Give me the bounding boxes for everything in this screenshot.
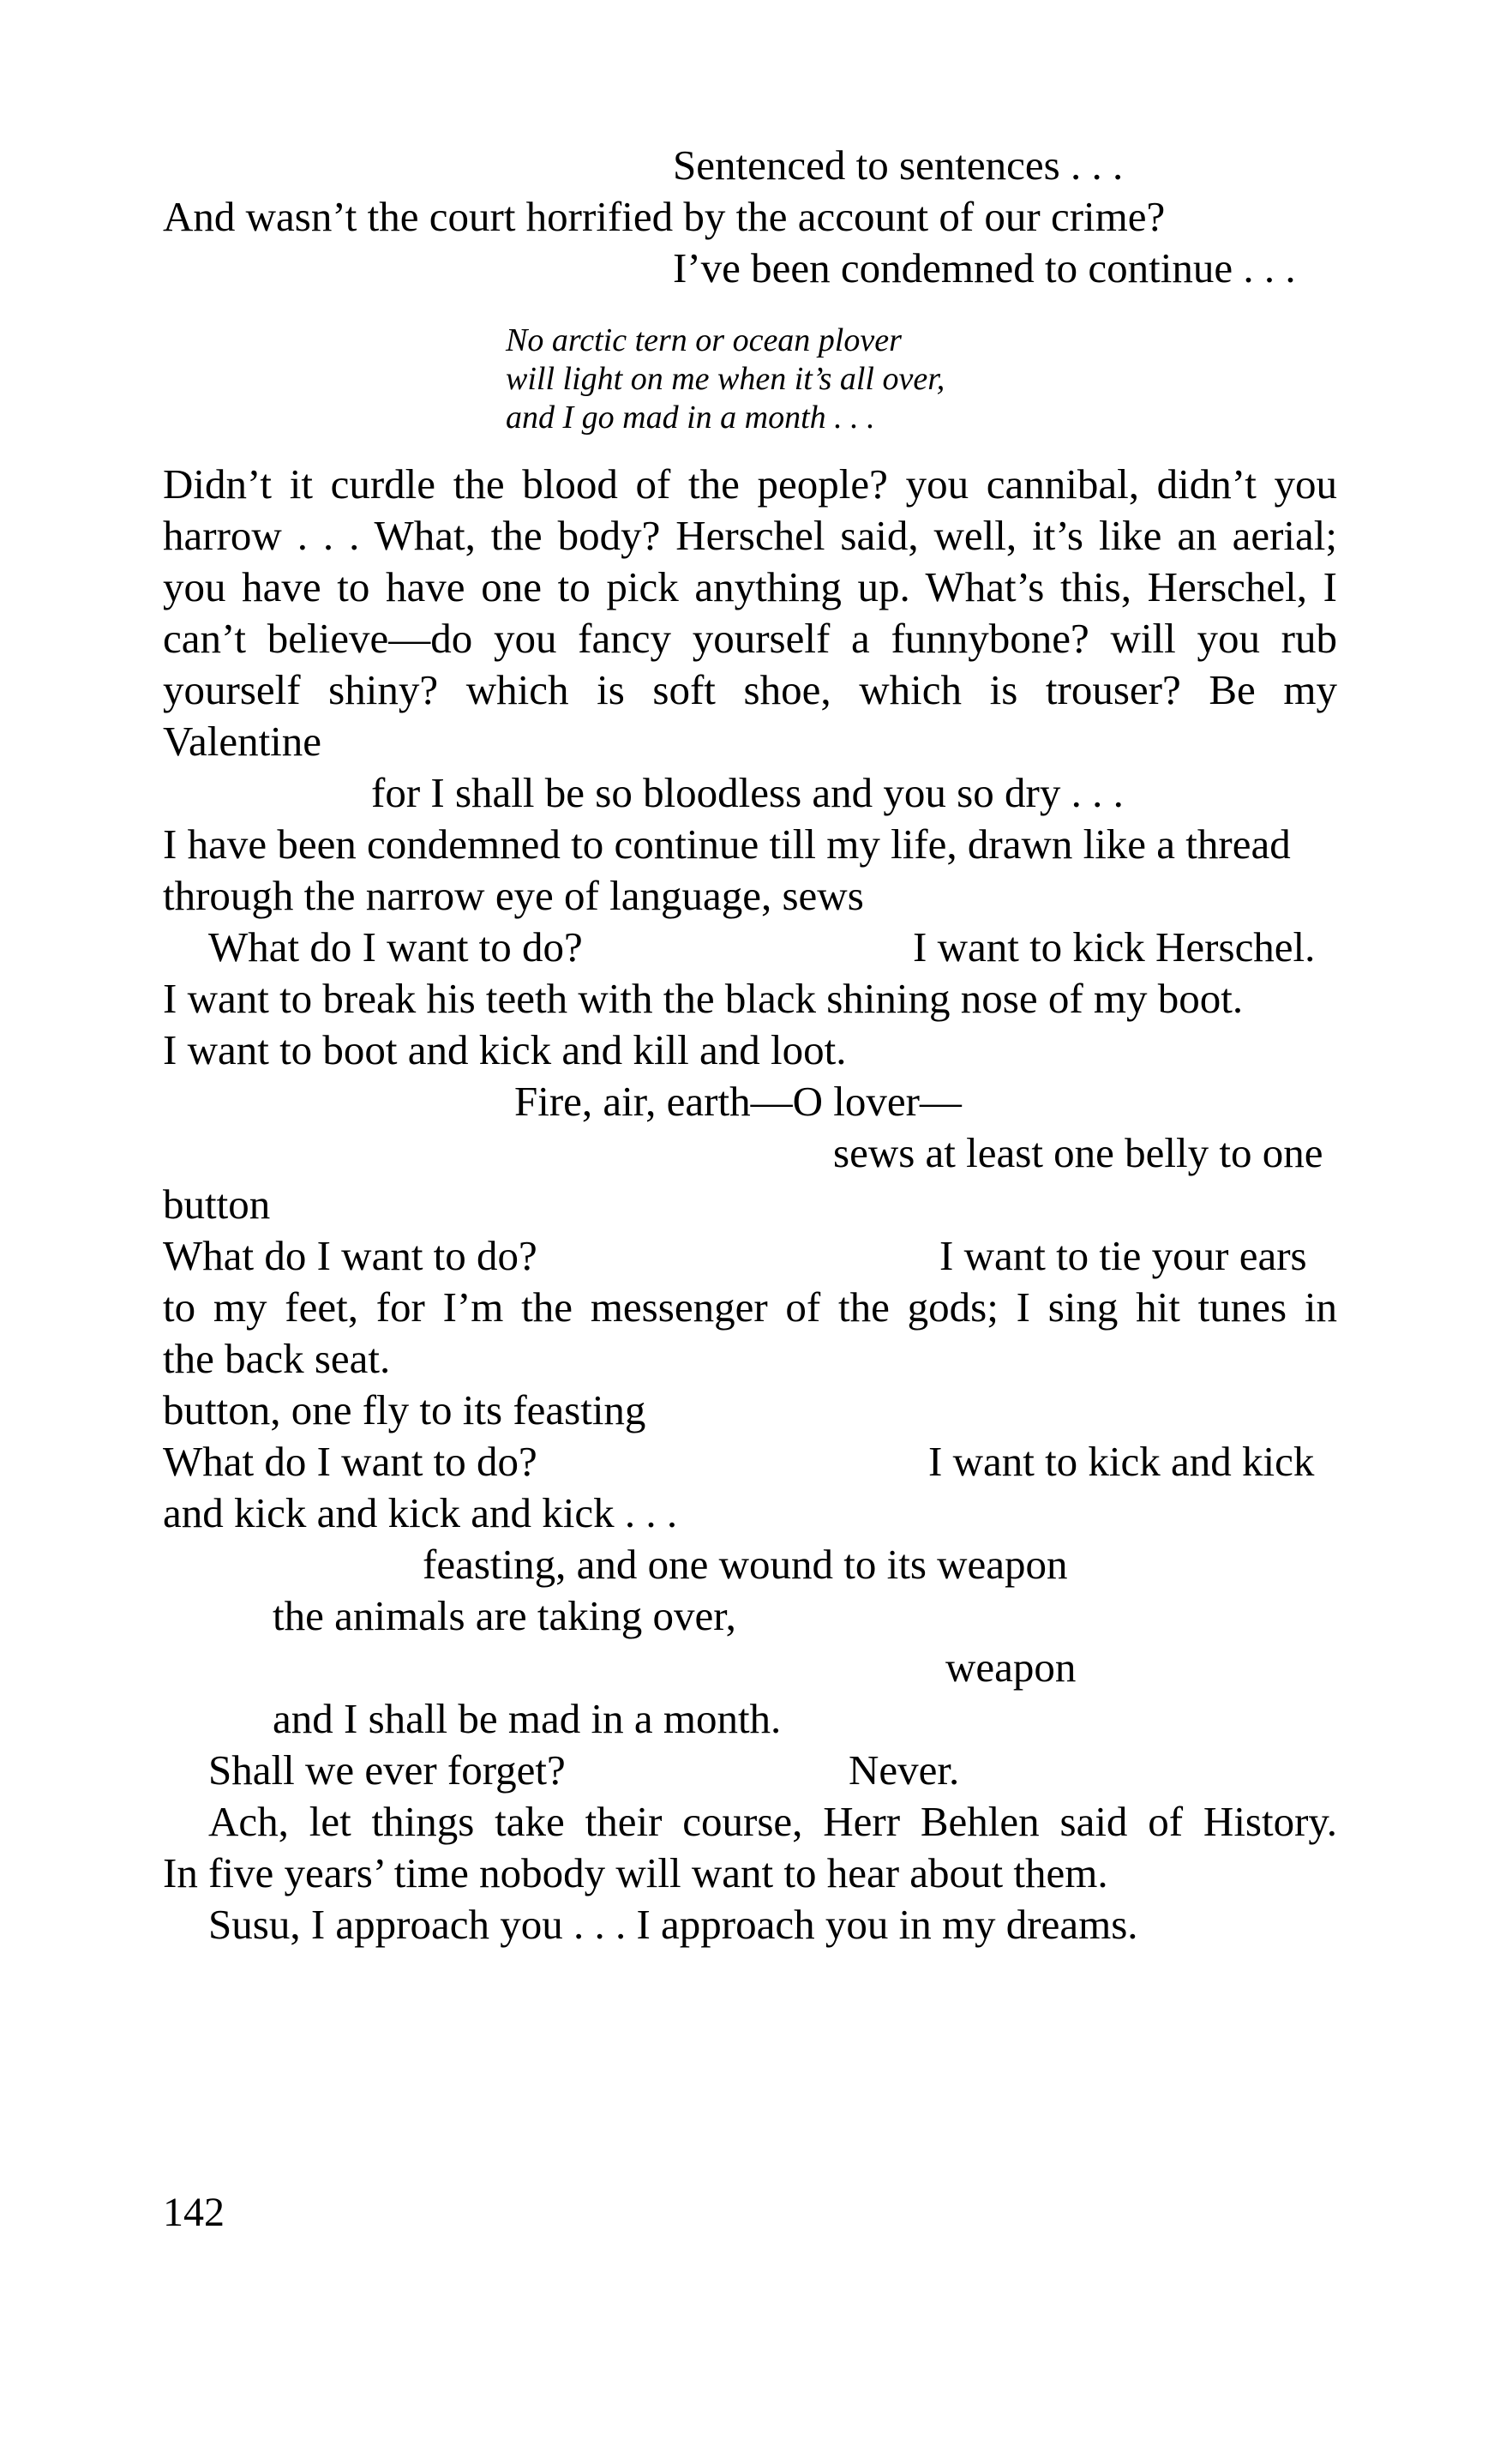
italic-verse-line: will light on me when it’s all over, — [506, 361, 945, 397]
italic-verse-line: and I go mad in a month . . . — [506, 400, 875, 436]
text-line: and kick and kick and kick . . . — [163, 1489, 678, 1536]
text-line: button — [163, 1181, 271, 1228]
text-line: I’ve been condemned to continue . . . — [673, 244, 1296, 291]
text-line: I have been condemned to continue till my life, drawn like a thread — [163, 820, 1291, 868]
text-line: harrow . . . What, the body? Herschel said, well, it’s like an aerial; — [163, 512, 1337, 559]
text-line: Susu, I approach you . . . I approach you in my dreams. — [208, 1901, 1138, 1948]
text-line: What do I want to do? — [163, 1438, 537, 1485]
text-line: What do I want to do? — [208, 923, 583, 971]
text-line: Fire, air, earth—O lover— — [514, 1078, 962, 1125]
text-line: through the narrow eye of language, sews — [163, 872, 864, 919]
text-line: weapon — [945, 1644, 1077, 1691]
text-line: I want to break his teeth with the black shining nose of my boot. — [163, 975, 1244, 1022]
text-line: button, one fly to its feasting — [163, 1386, 646, 1433]
text-line: and I shall be mad in a month. — [273, 1695, 782, 1742]
text-line: In five years’ time nobody will want to hear about them. — [163, 1849, 1108, 1896]
text-line: the back seat. — [163, 1335, 391, 1382]
text-line: can’t believe—do you fancy yourself a funnybone? will you rub — [163, 615, 1337, 662]
text-line: to my feet, for I’m the messenger of the gods; I sing hit tunes in — [163, 1283, 1337, 1331]
text-line: Never. — [849, 1746, 960, 1794]
text-line: I want to tie your ears — [939, 1232, 1307, 1279]
text-line: I want to kick and kick — [928, 1438, 1315, 1485]
text-line: Sentenced to sentences . . . — [673, 141, 1124, 189]
italic-verse-line: No arctic tern or ocean plover — [506, 322, 902, 358]
text-line: yourself shiny? which is soft shoe, which is trouser? Be my — [163, 666, 1337, 713]
text-line: you have to have one to pick anything up. What’s this, Herschel, I — [163, 563, 1337, 610]
text-line: Ach, let things take their course, Herr Behlen said of History. — [208, 1798, 1337, 1845]
text-line: I want to kick Herschel. — [913, 923, 1316, 971]
text-line: Shall we ever forget? — [208, 1746, 566, 1794]
text-line: for I shall be so bloodless and you so dry . . . — [371, 769, 1124, 816]
text-line: Didn’t it curdle the blood of the people? you cannibal, didn’t you — [163, 460, 1337, 508]
text-line: What do I want to do? — [163, 1232, 537, 1279]
text-line: sews at least one belly to one — [833, 1129, 1323, 1176]
text-line: the animals are taking over, — [273, 1592, 736, 1639]
text-line: I want to boot and kick and kill and loot. — [163, 1026, 847, 1073]
text-line: feasting, and one wound to its weapon — [423, 1541, 1068, 1588]
page-number: 142 — [163, 2190, 225, 2235]
text-line: Valentine — [163, 718, 322, 765]
text-line: And wasn’t the court horrified by the account of our crime? — [163, 193, 1166, 240]
